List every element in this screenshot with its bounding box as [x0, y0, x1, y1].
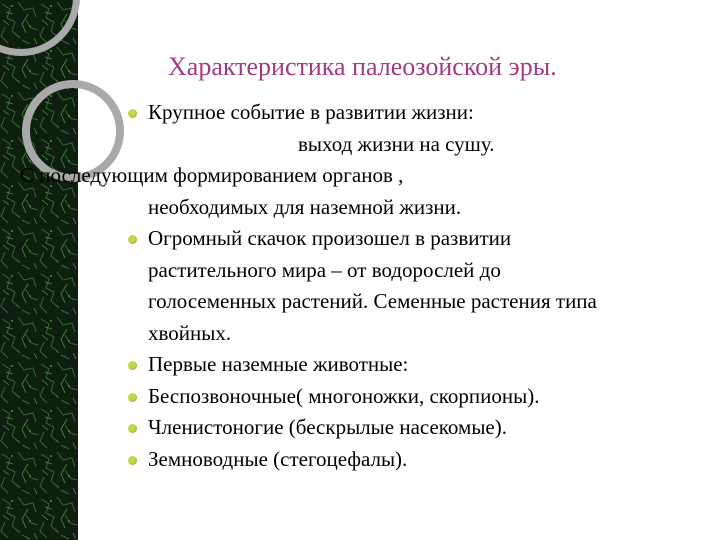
bullet-item-arthropods: [128, 412, 708, 444]
plain-line: необходимых для наземной жизни.: [148, 194, 462, 219]
bullet-line: растительного мира – от водорослей до: [148, 257, 501, 282]
bullet-item-amphibians: [128, 444, 708, 476]
bullet-line: Первые наземные животные:: [148, 352, 409, 376]
slide-title: Характеристика палеозойской эры.: [168, 52, 557, 81]
plain-line: С последующим формированием органов ,: [20, 163, 404, 187]
bullet-line: Крупное событие в развитии жизни:: [148, 100, 474, 124]
bullet-line: выход жизни на сушу.: [298, 131, 495, 156]
bullet-line: Беспозвоночные( многоножки, скорпионы).: [148, 383, 540, 408]
bullet-line: Огромный скачок произошел в развитии: [148, 226, 512, 250]
bullet-item-first-animals: [128, 349, 708, 381]
bullet-item-plant-leap: [128, 223, 708, 349]
bullet-line: хвойных.: [148, 320, 232, 345]
bullet-line: Земноводные (стегоцефалы).: [148, 446, 408, 471]
bullet-line: Членистоногие (бескрылые насекомые).: [148, 415, 507, 439]
bullet-item-major-event: [128, 97, 708, 160]
slide-content: [20, 97, 708, 475]
bullet-line: голосеменных растений. Семенные растения типа: [148, 289, 597, 313]
bullet-item-invertebrates: [128, 381, 708, 413]
plain-item-organs: [0, 160, 580, 223]
